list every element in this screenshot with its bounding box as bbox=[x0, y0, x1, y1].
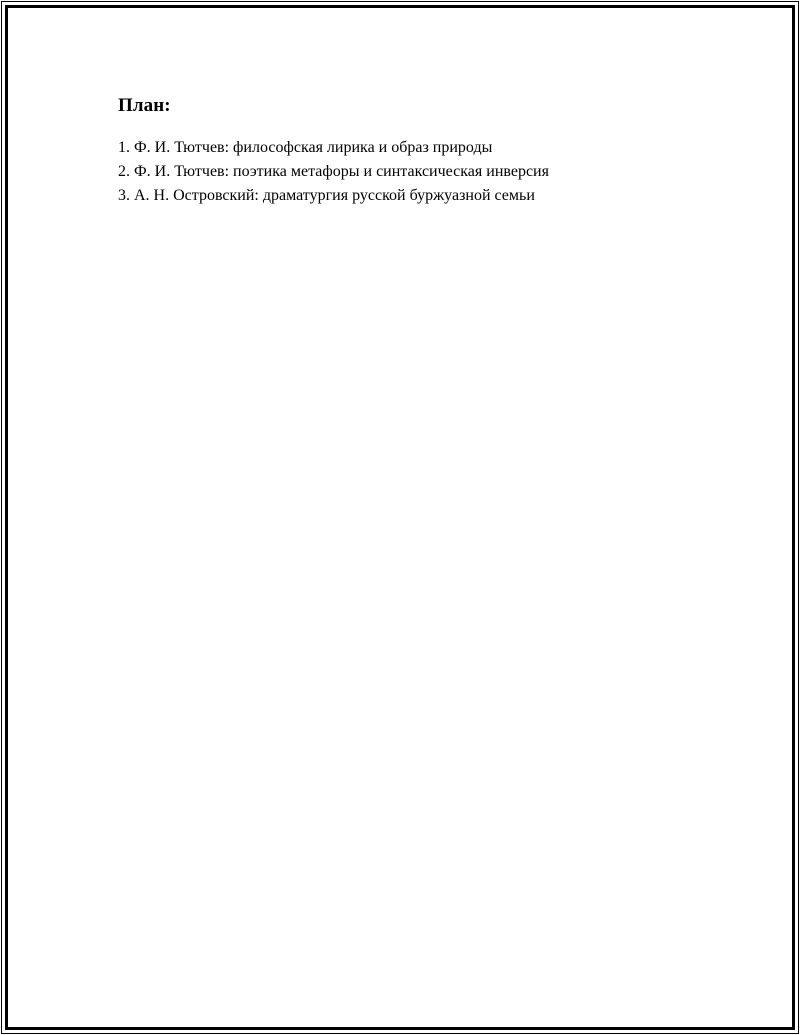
plan-item bbox=[118, 184, 718, 208]
plan-item bbox=[118, 136, 718, 160]
document-content bbox=[118, 94, 718, 208]
plan-heading: План: bbox=[118, 95, 171, 116]
plan-item-text: Ф. И. Тютчев: поэтика метафоры и синтаксическая инверсия bbox=[134, 163, 549, 180]
plan-item-number: 1. bbox=[118, 139, 130, 156]
plan-item-text: А. Н. Островский: драматургия русской буржуазной семьи bbox=[134, 187, 535, 204]
plan-item-text: Ф. И. Тютчев: философская лирика и образ природы bbox=[134, 139, 493, 156]
plan-item-number: 3. bbox=[118, 187, 130, 204]
plan-list bbox=[118, 136, 718, 208]
plan-item bbox=[118, 160, 718, 184]
plan-item-number: 2. bbox=[118, 163, 130, 180]
